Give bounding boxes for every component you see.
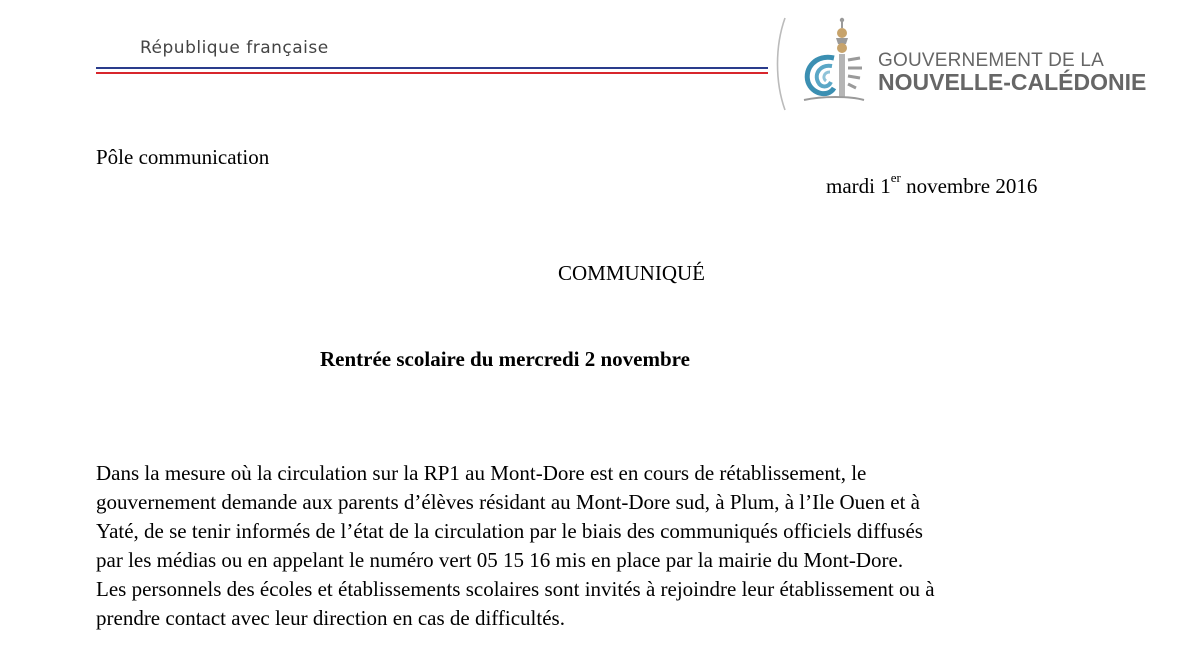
- gouvernement-logo: [798, 14, 1168, 110]
- gouvernement-title-line2: NOUVELLE-CALÉDONIE: [878, 69, 1147, 95]
- date-prefix: mardi 1: [826, 174, 891, 198]
- document-date: [826, 170, 1038, 199]
- body-line: Dans la mesure où la circulation sur la RP1 au Mont-Dore est en cours de rétablissement, le: [96, 461, 867, 485]
- communique-heading: COMMUNIQUÉ: [558, 261, 705, 285]
- communique-subtitle: Rentrée scolaire du mercredi 2 novembre: [320, 347, 690, 371]
- date-superscript: er: [890, 170, 901, 185]
- body-line: Yaté, de se tenir informés de l’état de la circulation par le biais des communiqués officiels diffusés: [96, 519, 923, 543]
- republique-francaise-label: République française: [140, 38, 329, 58]
- nouvelle-caledonie-emblem-icon: [798, 14, 868, 110]
- header-republique: [96, 30, 768, 90]
- body-line: Les personnels des écoles et établissements scolaires sont invités à rejoindre leur établissement ou à: [96, 577, 935, 601]
- communique-body: [96, 459, 1106, 633]
- pole-communication-label: Pôle communication: [96, 145, 270, 169]
- date-suffix: novembre 2016: [900, 174, 1038, 198]
- body-line: par les médias ou en appelant le numéro vert 05 15 16 mis en place par la mairie du Mont-Dore.: [96, 548, 904, 572]
- red-stripe: [96, 72, 768, 74]
- gouvernement-title-line1: GOUVERNEMENT DE LA: [878, 50, 1105, 71]
- body-line: prendre contact avec leur direction en cas de difficultés.: [96, 606, 565, 630]
- white-stripe: [96, 69, 768, 71]
- body-line: gouvernement demande aux parents d’élèves résidant au Mont-Dore sud, à Plum, à l’Ile Ouen et à: [96, 490, 920, 514]
- communique-heading-wrap: [0, 261, 1200, 286]
- tricolor-stripes: [96, 67, 768, 77]
- header-divider: [773, 16, 787, 112]
